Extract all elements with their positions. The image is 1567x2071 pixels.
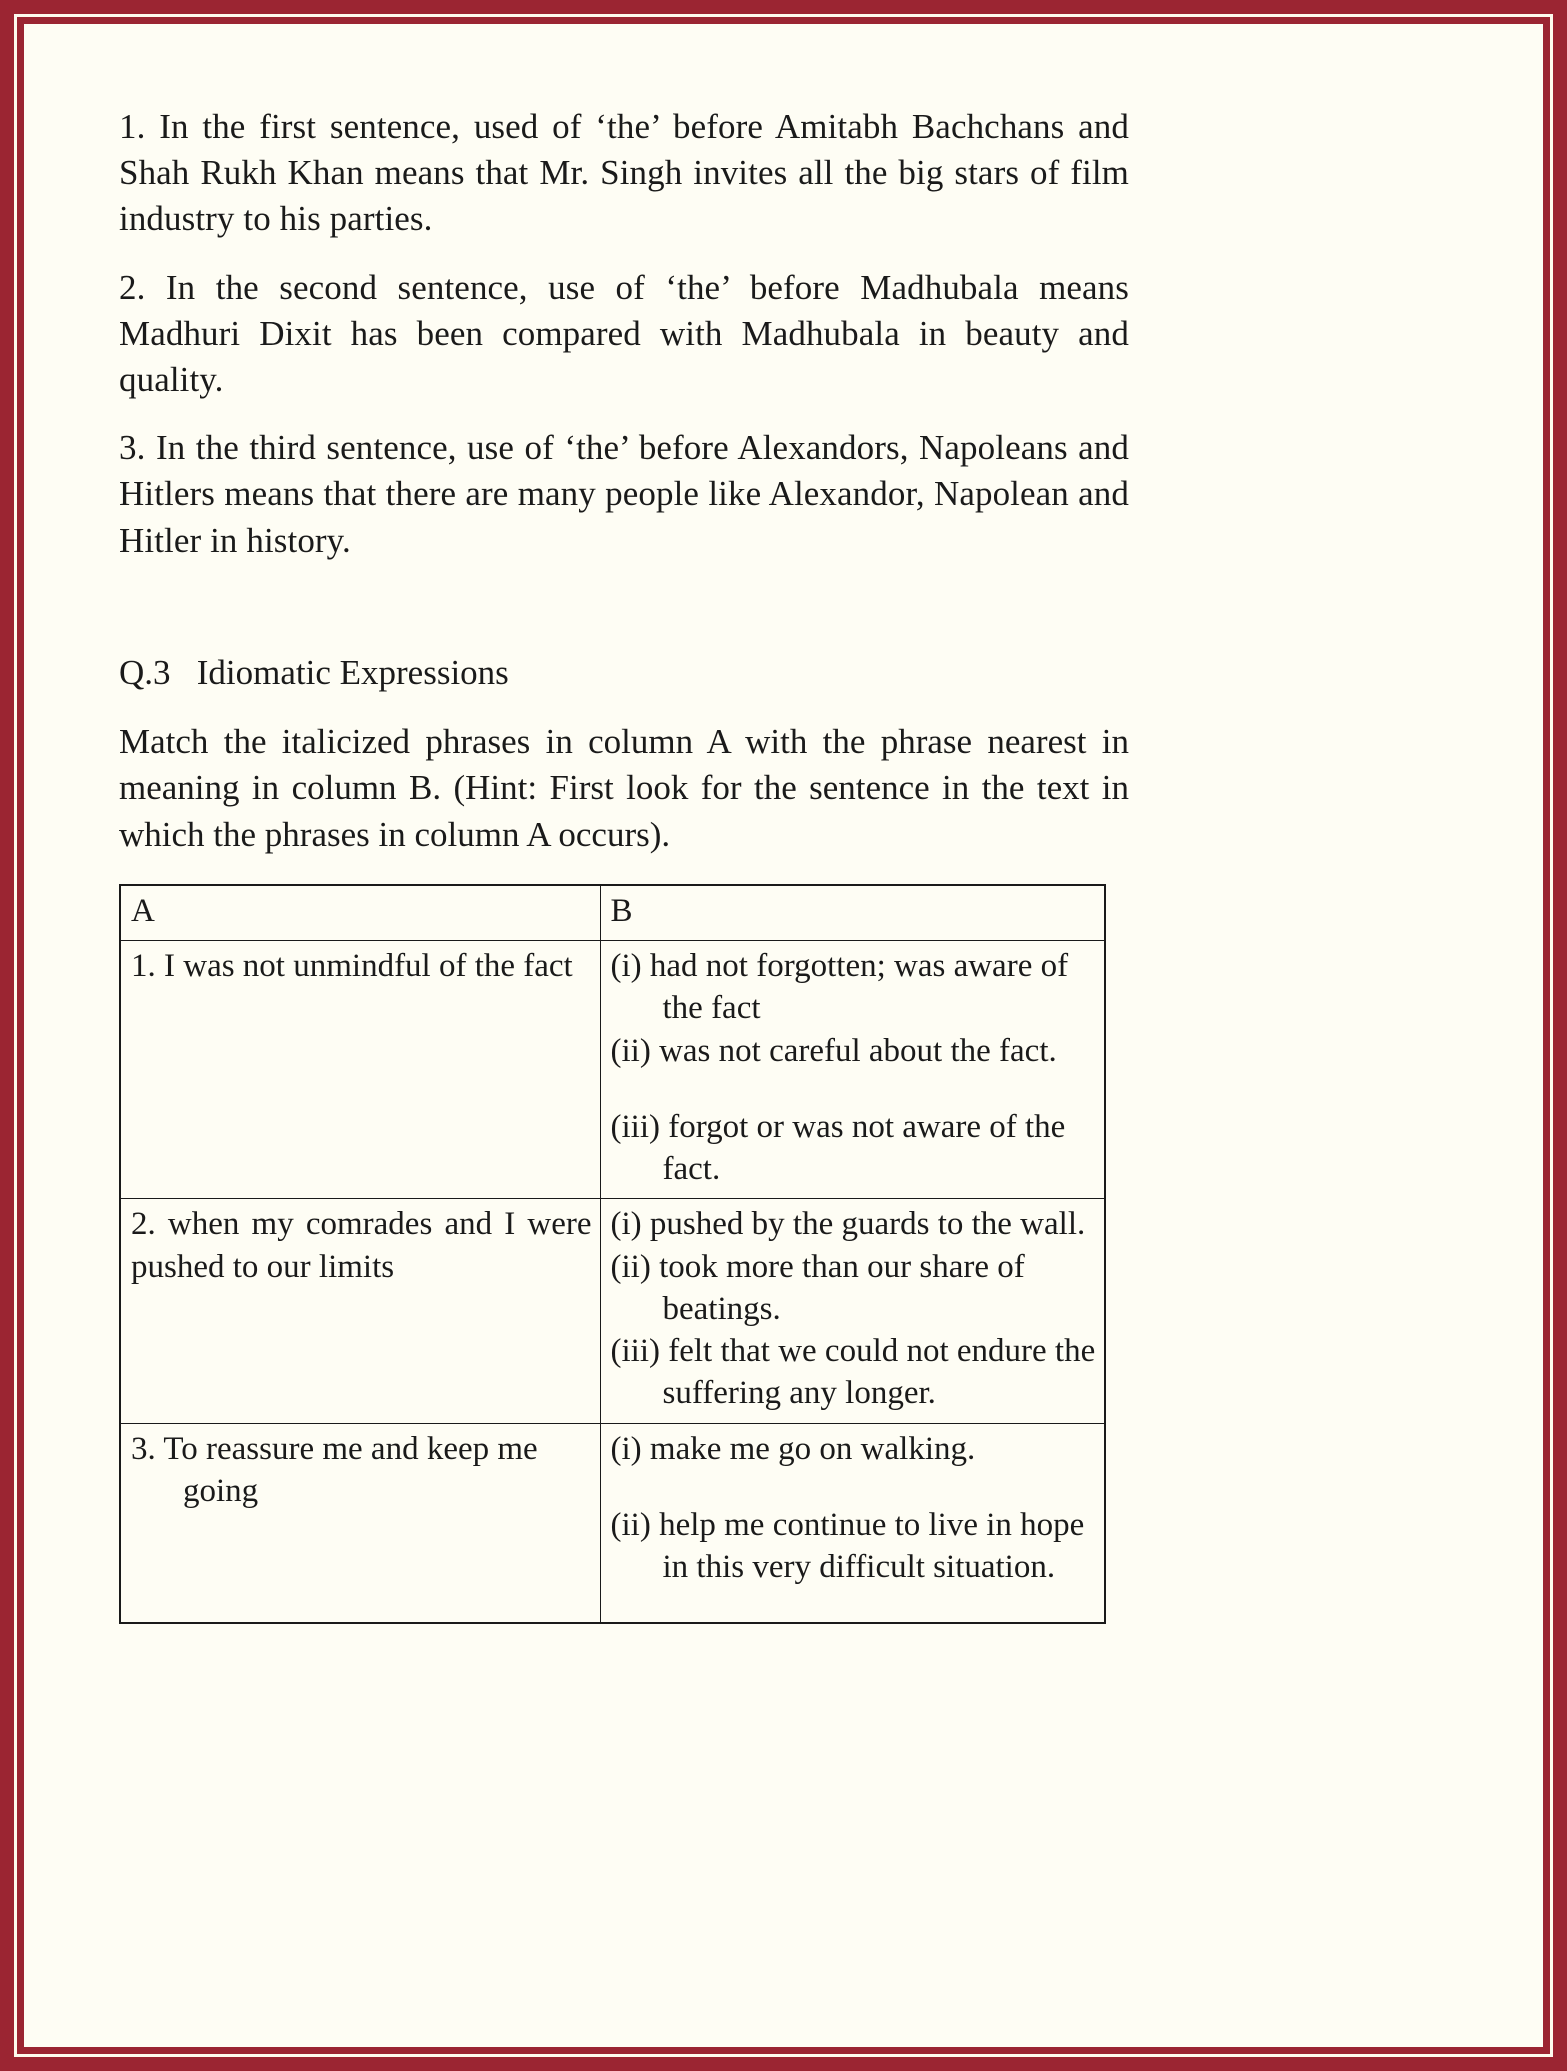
- option-item: [611, 1203, 1097, 1245]
- option-item: [611, 1428, 1097, 1470]
- option-label: (iii): [610, 1333, 660, 1370]
- page-border-inner: [14, 14, 1553, 2057]
- option-label: (ii): [610, 1506, 651, 1543]
- table-header-column-b: B: [600, 885, 1105, 941]
- table-row: [120, 1423, 1105, 1623]
- option-text: pushed by the guards to the wall.: [649, 1206, 1086, 1243]
- explanation-paragraph-2: 2. In the second sentence, use of ‘the’ before Madhubala means Madhuri Dixit has been compared with Madhubala in beauty and quality.: [119, 267, 1129, 399]
- table-header-column-a: A: [120, 885, 600, 941]
- table-cell-a-3: [120, 1423, 600, 1623]
- option-label: (iii): [610, 1108, 660, 1145]
- table-cell-a-1: [120, 941, 600, 1199]
- table-row: [120, 1199, 1105, 1423]
- phrase-text-1: 1. I was not unmindful of the fact: [131, 948, 573, 985]
- option-label: (ii): [610, 1248, 651, 1285]
- table-header-row: [120, 885, 1105, 941]
- table-cell-a-2: [120, 1199, 600, 1423]
- option-item: [611, 945, 1097, 1029]
- document-page: [20, 20, 1547, 2051]
- option-item: [611, 1330, 1097, 1414]
- option-text: make me go on walking.: [649, 1430, 976, 1467]
- option-item: [611, 1030, 1097, 1072]
- matching-table: [119, 884, 1106, 1624]
- option-item: [611, 1504, 1097, 1588]
- option-text: felt that we could not endure the suffering any longer.: [662, 1333, 1096, 1412]
- question-heading: Q.3 Idiomatic Expressions: [119, 652, 509, 692]
- option-text: was not careful about the fact.: [659, 1032, 1057, 1069]
- option-text: forgot or was not aware of the fact.: [662, 1108, 1066, 1188]
- question-instruction: Match the italicized phrases in column A with the phrase nearest in meaning in column B. (Hint: First look for the sentence in the text in which the phrases in column A occurs).: [119, 722, 1129, 854]
- option-label: (i): [610, 1430, 642, 1467]
- option-label: (ii): [610, 1032, 651, 1069]
- option-item: [611, 1106, 1097, 1190]
- option-text: took more than our share of beatings.: [659, 1248, 1025, 1327]
- document-content: [119, 104, 1129, 1624]
- table-cell-b-1: [600, 941, 1105, 1199]
- phrase-text-3: 3. To reassure me and keep me going: [131, 1430, 538, 1509]
- explanation-paragraph-1: 1. In the first sentence, used of ‘the’ before Amitabh Bachchans and Shah Rukh Khan means that Mr. Singh invites all the big stars of film industry to his parties.: [119, 107, 1129, 239]
- table-cell-b-3: [600, 1423, 1105, 1623]
- explanation-paragraph-3: 3. In the third sentence, use of ‘the’ before Alexandors, Napoleans and Hitlers means that there are many people like Alexandor, Napolean and Hitler in history.: [119, 428, 1129, 560]
- option-text: had not forgotten; was aware of the fact: [649, 948, 1069, 1027]
- option-text: help me continue to live in hope in this very difficult situation.: [659, 1506, 1085, 1586]
- table-row: [120, 941, 1105, 1199]
- option-item: [611, 1246, 1097, 1330]
- table-cell-b-2: [600, 1199, 1105, 1423]
- option-label: (i): [610, 948, 642, 985]
- phrase-text-2: 2. when my comrades and I were pushed to our limits: [131, 1206, 592, 1285]
- option-label: (i): [610, 1206, 642, 1243]
